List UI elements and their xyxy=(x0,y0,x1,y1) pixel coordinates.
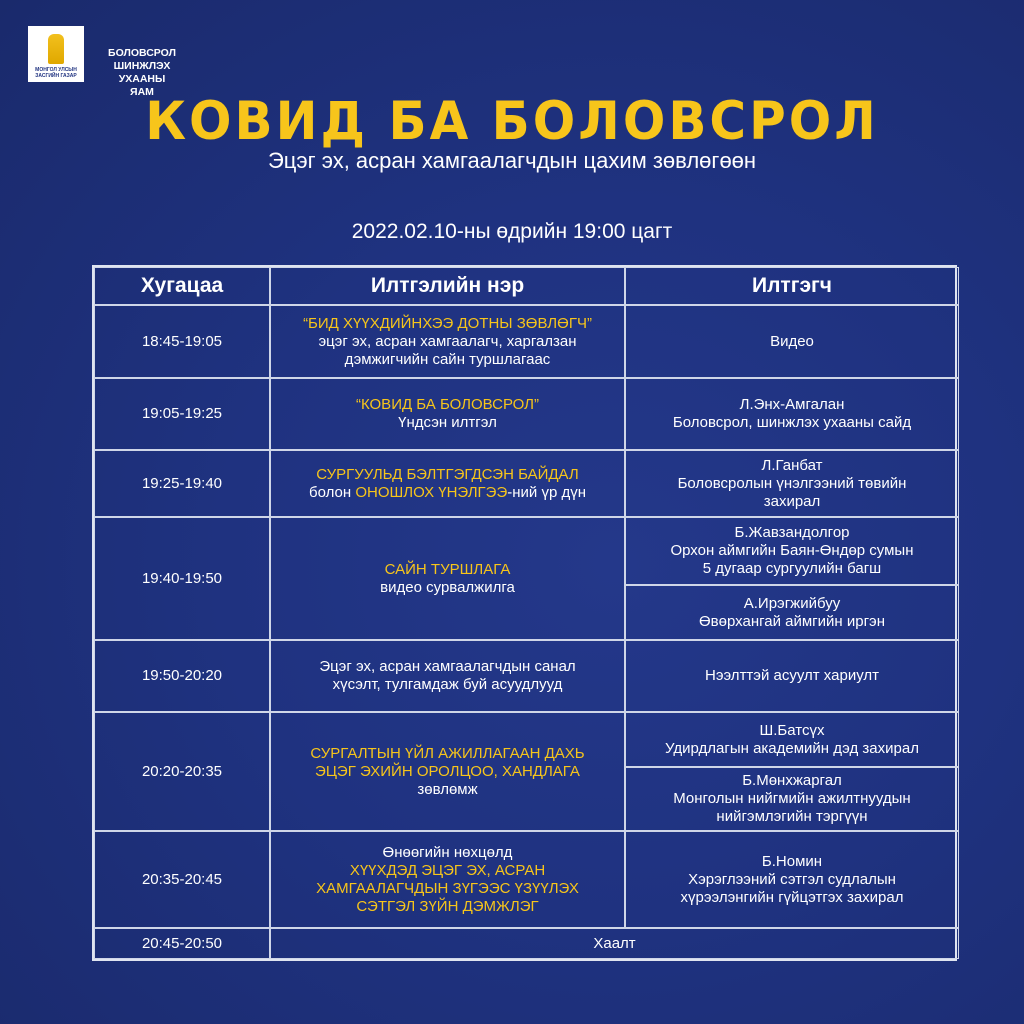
column-header xyxy=(270,267,625,305)
time-cell xyxy=(94,450,270,517)
talk-title-line xyxy=(398,414,497,432)
talk-title-line xyxy=(310,745,584,763)
talk-title-line xyxy=(356,898,538,916)
presenter-info: хүрээлэнгийн гүйцэтгэх захирал xyxy=(680,888,904,906)
presenter-info: Боловсролын үнэлгээний төвийн xyxy=(677,474,907,492)
talk-title-line xyxy=(316,880,579,898)
highlighted-text: “КОВИД БА БОЛОВСРОЛ” xyxy=(355,396,540,413)
talk-title-cell xyxy=(270,450,625,517)
presenter-name: Б.Номин xyxy=(761,852,823,870)
talk-title-line xyxy=(345,351,551,369)
presenter-cell xyxy=(625,585,959,640)
talk-title-cell xyxy=(270,712,625,831)
presenter-info: Удирдлагын академийн дэд захирал xyxy=(665,739,919,757)
presenter-info: захирал xyxy=(763,492,821,510)
talk-title-cell xyxy=(270,305,625,378)
highlighted-text: СУРГАЛТЫН ҮЙЛ АЖИЛЛАГААН ДАХЬ xyxy=(310,744,585,762)
time-cell xyxy=(94,928,270,959)
time-slot: 20:45-20:50 xyxy=(141,934,223,952)
presenter-cell xyxy=(625,450,959,517)
talk-title-line xyxy=(309,484,586,502)
presenter-cell xyxy=(625,378,959,450)
time-cell xyxy=(94,640,270,712)
presenter-cell xyxy=(625,767,959,831)
column-header-label: Илтгэгч xyxy=(751,274,832,297)
talk-text: -ний үр дүн xyxy=(507,483,586,501)
talk-title-line xyxy=(315,763,580,781)
presenter-name: Л.Ганбат xyxy=(761,456,823,474)
talk-title-cell xyxy=(270,378,625,450)
presenter-name: Б.Мөнхжаргал xyxy=(742,772,842,789)
talk-title-line xyxy=(316,466,578,484)
ministry-line: ШИНЖЛЭХ УХААНЫ xyxy=(113,60,171,85)
talk-title-line xyxy=(318,333,576,351)
highlighted-text: ЭЦЭГ ЭХИЙН ОРОЛЦОО, ХАНДЛАГА xyxy=(315,762,580,780)
column-header-label: Хугацаа xyxy=(140,274,224,297)
column-header-label: Илтгэлийн нэр xyxy=(370,274,525,297)
talk-title-line xyxy=(303,315,592,333)
talk-text: эцэг эх, асран хамгаалагч, харгалзан xyxy=(318,332,577,350)
talk-title-line xyxy=(383,844,513,862)
talk-title-line xyxy=(350,862,545,880)
presenter-info: Монголын нийгмийн ажилтнуудын xyxy=(673,790,911,807)
time-slot: 19:05-19:25 xyxy=(141,405,223,422)
talk-title-line xyxy=(319,658,575,676)
talk-title-line xyxy=(417,781,477,799)
government-logo xyxy=(28,26,84,82)
presenter-name: А.Ирэгжийбуу xyxy=(743,594,841,612)
talk-text: Эцэг эх, асран хамгаалагчдын санал xyxy=(319,658,576,675)
logo-text: МОНГОЛ УЛСЫН ЗАСГИЙН ГАЗАР xyxy=(35,67,77,79)
ministry-line: ЯАМ xyxy=(130,86,154,98)
highlighted-text: САЙН ТУРШЛАГА xyxy=(384,560,511,578)
presenter-info: нийгэмлэгийн тэргүүн xyxy=(716,808,868,825)
presenter-name: Ш.Батсүх xyxy=(759,721,825,739)
presenter-cell xyxy=(625,712,959,767)
talk-text: болон xyxy=(309,483,356,501)
time-slot: 20:35-20:45 xyxy=(141,870,223,888)
presenter-name: Б.Жавзандолгор xyxy=(734,524,850,541)
closing-label: Хаалт xyxy=(593,934,636,952)
highlighted-text: ХАМГААЛАГЧДЫН ЗҮГЭЭС ҮЗҮҮЛЭХ xyxy=(316,879,579,897)
talk-text: видео сурвалжилга xyxy=(380,578,515,596)
talk-text: хүсэлт, тулгамдаж буй асуудлууд xyxy=(332,676,563,693)
talk-title-cell xyxy=(270,640,625,712)
ministry-line: БОЛОВСРОЛ xyxy=(108,47,176,59)
closing-cell xyxy=(270,928,959,959)
presenter-info: 5 дугаар сургуулийн багш xyxy=(702,560,882,577)
time-cell xyxy=(94,517,270,640)
highlighted-text: “БИД ХҮҮХДИЙНХЭЭ ДОТНЫ ЗӨВЛӨГЧ” xyxy=(303,314,592,332)
talk-title-cell xyxy=(270,831,625,928)
presenter-name: Нээлттэй асуулт хариулт xyxy=(705,667,879,684)
soyombo-emblem-icon xyxy=(48,34,64,64)
presenter-cell xyxy=(625,831,959,928)
schedule-table xyxy=(92,265,957,961)
presenter-info: Өвөрхангай аймгийн иргэн xyxy=(699,612,885,630)
talk-title-line xyxy=(380,579,515,597)
highlighted-text: СУРГУУЛЬД БЭЛТГЭГДСЭН БАЙДАЛ xyxy=(316,465,579,483)
talk-text: Өнөөгийн нөхцөлд xyxy=(382,843,513,861)
time-slot: 18:45-19:05 xyxy=(141,332,223,350)
presenter-info: Боловсрол, шинжлэх ухааны сайд xyxy=(672,414,912,431)
presenter-info: Хэрэглээний сэтгэл судлалын xyxy=(688,870,896,888)
talk-title-line xyxy=(385,561,511,579)
page-title: КОВИД БА БОЛОВСРОЛ xyxy=(145,90,879,152)
presenter-cell xyxy=(625,305,959,378)
presenter-cell xyxy=(625,517,959,585)
presenter-name: Л.Энх-Амгалан xyxy=(739,396,845,413)
time-slot: 19:50-20:20 xyxy=(141,667,223,684)
talk-title-line xyxy=(356,396,539,414)
time-slot: 20:20-20:35 xyxy=(141,762,223,780)
presenter-cell xyxy=(625,640,959,712)
talk-title-cell xyxy=(270,517,625,640)
presenter-name: Видео xyxy=(770,332,814,350)
talk-text: Үндсэн илтгэл xyxy=(398,414,497,431)
highlighted-text: ОНОШЛОХ ҮНЭЛГЭЭ xyxy=(355,483,508,501)
talk-text: дэмжигчийн сайн туршлагаас xyxy=(344,350,551,368)
talk-title-line xyxy=(333,676,563,694)
highlighted-text: ХҮҮХДЭД ЭЦЭГ ЭХ, АСРАН xyxy=(349,861,546,879)
time-slot: 19:25-19:40 xyxy=(141,474,223,492)
event-datetime: 2022.02.10-ны өдрийн 19:00 цагт xyxy=(351,220,673,243)
time-cell xyxy=(94,831,270,928)
presenter-info: Орхон аймгийн Баян-Өндөр сумын xyxy=(670,542,914,559)
column-header xyxy=(94,267,270,305)
page-subtitle: Эцэг эх, асран хамгаалагчдын цахим зөвлөгөөн xyxy=(267,148,757,173)
highlighted-text: СЭТГЭЛ ЗҮЙН ДЭМЖЛЭГ xyxy=(356,897,539,915)
column-header xyxy=(625,267,959,305)
time-slot: 19:40-19:50 xyxy=(141,569,223,587)
time-cell xyxy=(94,378,270,450)
time-cell xyxy=(94,712,270,831)
time-cell xyxy=(94,305,270,378)
talk-text: зөвлөмж xyxy=(417,780,478,798)
